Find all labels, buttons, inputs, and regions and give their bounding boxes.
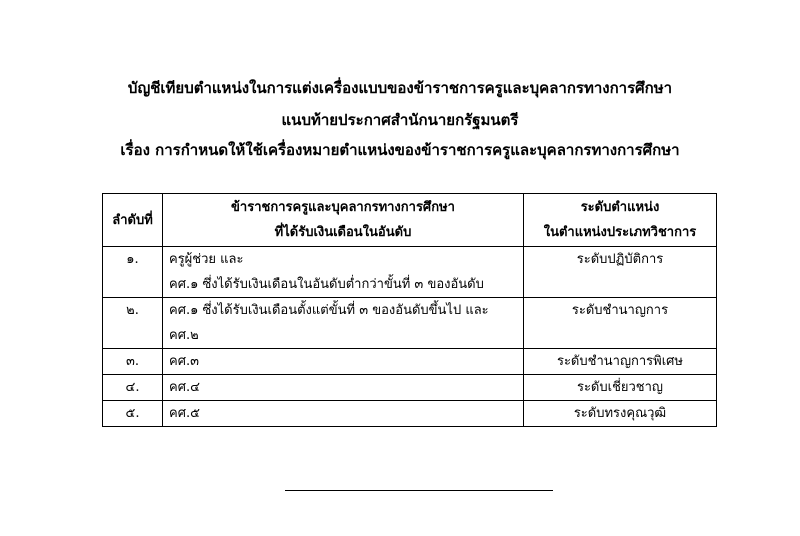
row-description-line-1: คศ.๕ — [169, 406, 200, 421]
row-number: ๓. — [103, 349, 163, 375]
row-description-line-1: คศ.๓ — [169, 354, 199, 369]
row-description-line-1: คศ.๑ ซึ่งได้รับเงินเดือนตั้งแต่ขั้นที่ ๓ ของอันดับขึ้นไป และ — [169, 303, 489, 318]
row-description-line-1: คศ.๔ — [169, 380, 200, 395]
table-row — [103, 247, 717, 298]
row-description — [163, 349, 524, 375]
header-position-level — [524, 194, 717, 247]
header-personnel-salary-grade — [163, 194, 524, 247]
row-position-level: ระดับชำนาญการ — [524, 298, 717, 349]
row-position-level: ระดับเชี่ยวชาญ — [524, 375, 717, 401]
table-row — [103, 298, 717, 349]
row-position-level: ระดับชำนาญการพิเศษ — [524, 349, 717, 375]
header-level-line-1: ระดับตำแหน่ง — [580, 200, 660, 215]
row-description-line-2: คศ.๑ ซึ่งได้รับเงินเดือนในอันดับต่ำกว่าขั้นที่ ๓ ของอันดับ — [169, 277, 484, 292]
row-description — [163, 298, 524, 349]
row-description — [163, 375, 524, 401]
header-personnel-line-2: ที่ได้รับเงินเดือนในอันดับ — [274, 225, 412, 240]
document-subject: เรื่อง การกำหนดให้ใช้เครื่องหมายตำแหน่งของข้าราชการครูและบุคลากรทางการศึกษา — [120, 141, 680, 159]
header-sequence-number — [103, 194, 163, 247]
header-level-line-2: ในตำแหน่งประเภทวิชาการ — [543, 225, 697, 240]
table-row — [103, 401, 717, 427]
row-description-line-1: ครูผู้ช่วย และ — [169, 252, 244, 267]
header-personnel-line-1: ข้าราชการครูและบุคลากรทางการศึกษา — [231, 200, 455, 215]
row-position-level: ระดับทรงคุณวุฒิ — [524, 401, 717, 427]
row-number: ๕. — [103, 401, 163, 427]
document-subtitle: แนบท้ายประกาศสำนักนายกรัฐมนตรี — [281, 111, 519, 129]
row-number: ๔. — [103, 375, 163, 401]
row-description — [163, 401, 524, 427]
table-header-row — [103, 194, 717, 247]
row-description — [163, 247, 524, 298]
row-number: ๒. — [103, 298, 163, 349]
footer-divider-line — [285, 490, 553, 491]
row-position-level: ระดับปฏิบัติการ — [524, 247, 717, 298]
header-sequence-number-text: ลำดับที่ — [112, 212, 153, 228]
table-row — [103, 375, 717, 401]
table-row — [103, 349, 717, 375]
position-comparison-table — [102, 193, 717, 427]
row-number: ๑. — [103, 247, 163, 298]
row-description-line-2: คศ.๒ — [169, 328, 199, 343]
document-title: บัญชีเทียบตำแหน่งในการแต่งเครื่องแบบของข้าราชการครูและบุคลากรทางการศึกษา — [127, 79, 673, 97]
